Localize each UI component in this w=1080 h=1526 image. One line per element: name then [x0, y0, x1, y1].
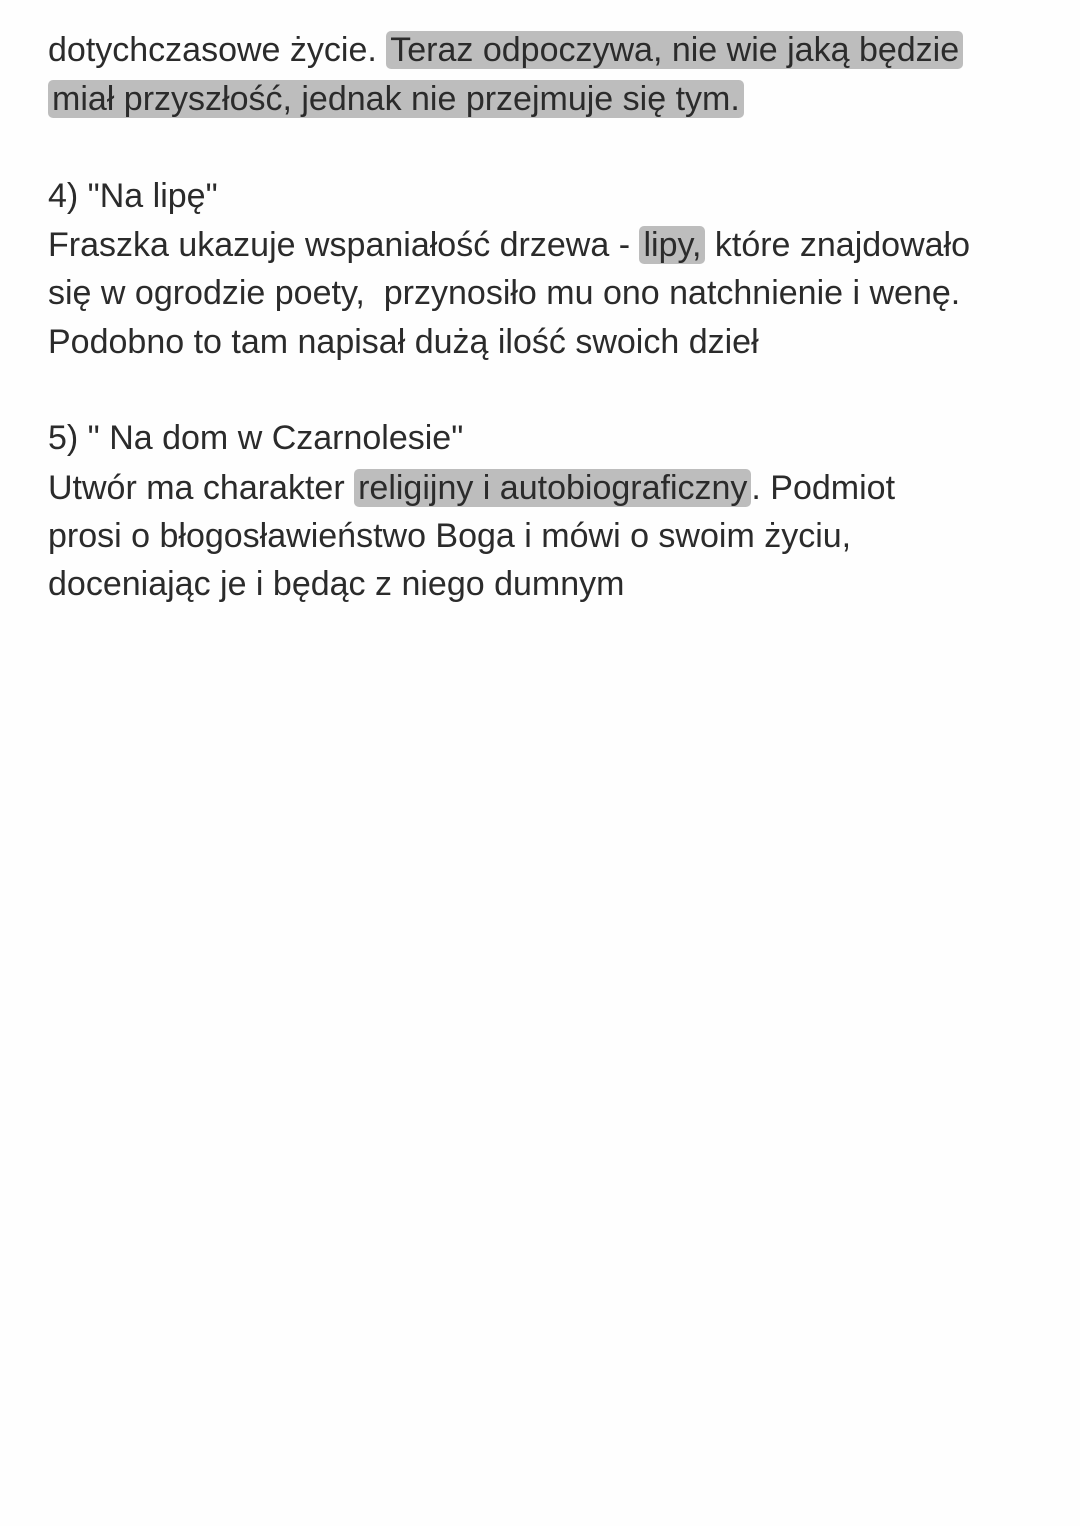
text-segment: Podobno to tam napisał dużą ilość swoich dzieł — [48, 323, 759, 361]
text-line — [48, 320, 759, 364]
text-segment: 4) "Na lipę" — [48, 177, 218, 215]
text-line — [48, 562, 624, 606]
text-segment: . Podmiot — [751, 469, 896, 507]
text-line — [48, 77, 744, 121]
highlighted-text: Teraz odpoczywa, nie wie jaką będzie — [386, 31, 963, 69]
text-segment: się w ogrodzie poety, przynosiło mu ono natchnienie i wenę. — [48, 274, 961, 312]
highlighted-text: religijny i autobiograficzny — [354, 469, 751, 507]
text-segment: doceniając je i będąc z niego dumnym — [48, 565, 625, 603]
highlighted-text: lipy, — [639, 226, 705, 264]
text-segment: 5) " Na dom w Czarnolesie" — [48, 419, 464, 457]
text-line — [48, 28, 963, 72]
text-line — [48, 466, 895, 510]
text-segment: Fraszka ukazuje wspaniałość drzewa - — [48, 226, 640, 264]
text-line — [48, 174, 218, 218]
text-segment: dotychczasowe życie. — [48, 31, 387, 69]
text-line — [48, 514, 851, 558]
text-line — [48, 271, 960, 315]
text-segment: które znajdowało — [705, 226, 971, 264]
text-line — [48, 416, 463, 460]
text-line — [48, 223, 970, 267]
text-segment: prosi o błogosławieństwo Boga i mówi o swoim życiu, — [48, 517, 852, 555]
text-segment: Utwór ma charakter — [48, 469, 355, 507]
highlighted-text: miał przyszłość, jednak nie przejmuje się tym. — [48, 80, 744, 118]
